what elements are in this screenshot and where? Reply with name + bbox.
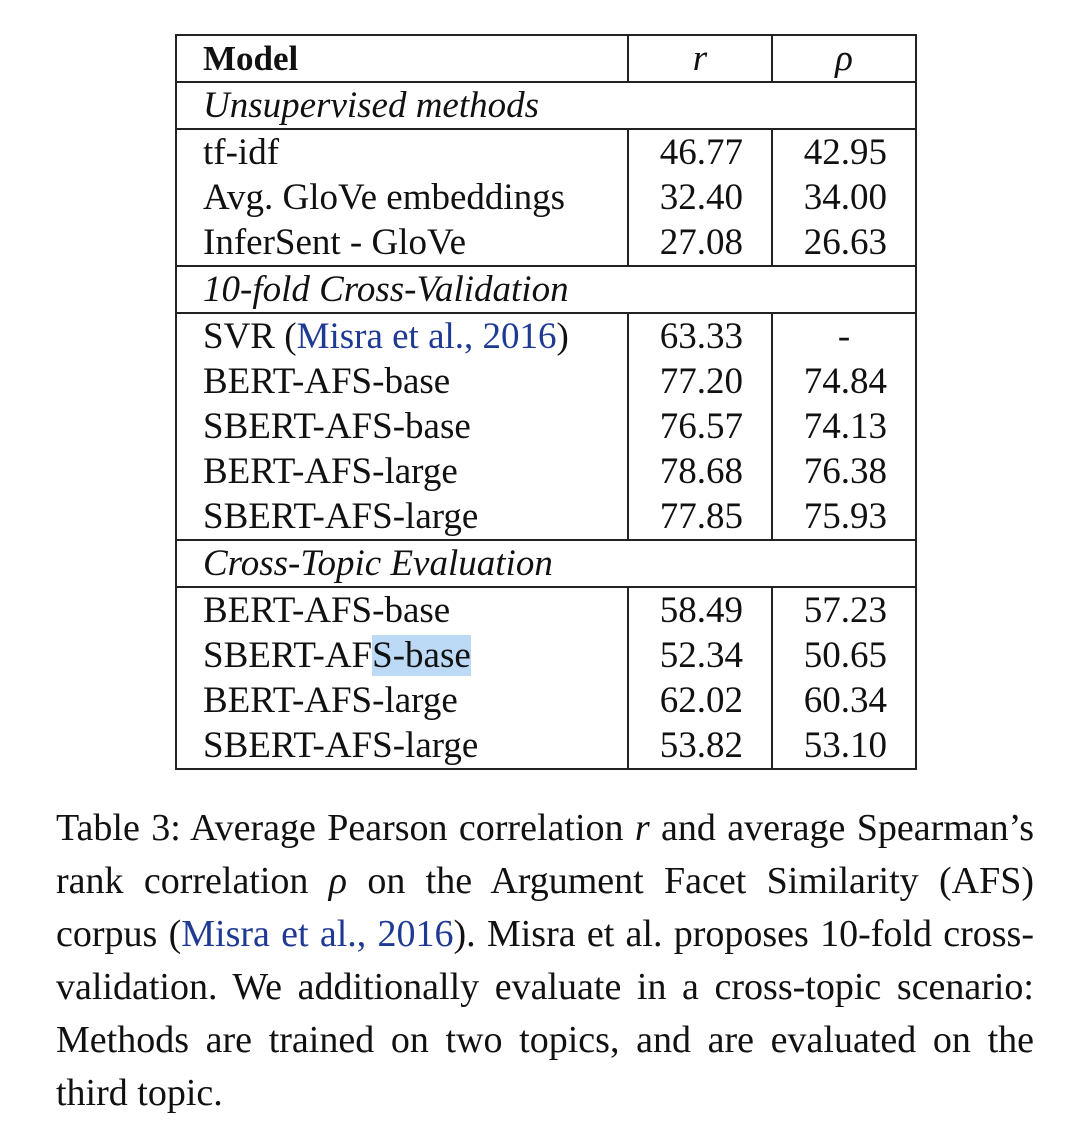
table-header-row (176, 35, 916, 82)
model-name: SBERT-AFS-large (176, 494, 628, 540)
table-row (176, 587, 916, 633)
rho-value: - (772, 313, 916, 359)
model-name: SBERT-AFS-large (176, 723, 628, 769)
table-row (176, 449, 916, 494)
model-name (176, 313, 628, 359)
table-row (176, 313, 916, 359)
caption-symbol-rho: ρ (328, 860, 348, 902)
rho-value: 60.34 (772, 678, 916, 723)
model-name: BERT-AFS-large (176, 678, 628, 723)
rho-value: 75.93 (772, 494, 916, 540)
r-value: 77.20 (628, 359, 772, 404)
section-cross-validation (176, 266, 916, 313)
model-name-plain: SBERT-AF (203, 635, 373, 676)
model-name: BERT-AFS-base (176, 587, 628, 633)
header-model: Model (176, 35, 628, 82)
model-name: tf-idf (176, 129, 628, 175)
r-value: 46.77 (628, 129, 772, 175)
table-row (176, 494, 916, 540)
table-row (176, 633, 916, 678)
r-value: 58.49 (628, 587, 772, 633)
r-value: 63.33 (628, 313, 772, 359)
header-rho: ρ (772, 35, 916, 82)
caption-text: and average Spearman’s rank correlation (56, 807, 1034, 902)
table-row (176, 129, 916, 175)
table-caption (56, 802, 1034, 1120)
table-row (176, 723, 916, 769)
r-value: 78.68 (628, 449, 772, 494)
rho-value: 26.63 (772, 220, 916, 266)
r-value: 76.57 (628, 404, 772, 449)
rho-value: 42.95 (772, 129, 916, 175)
table-row (176, 404, 916, 449)
r-value: 52.34 (628, 633, 772, 678)
rho-value: 50.65 (772, 633, 916, 678)
model-name: SBERT-AFS-base (176, 404, 628, 449)
model-name: BERT-AFS-base (176, 359, 628, 404)
results-table-container (175, 34, 915, 770)
section-cross-topic (176, 540, 916, 587)
model-name: InferSent - GloVe (176, 220, 628, 266)
caption-text: on the Argument Facet Similarity (AFS) corpus ( (56, 860, 1034, 955)
r-value: 32.40 (628, 175, 772, 220)
caption-citation-link[interactable]: Misra et al., 2016 (181, 913, 454, 955)
caption-text: ). Misra et al. proposes 10-fold cross-validation. We additionally evaluate in a cross-topic scenario: Methods are trained on two topics, and are evaluated on the third topic. (56, 913, 1034, 1114)
rho-value: 76.38 (772, 449, 916, 494)
section-title: Cross-Topic Evaluation (176, 540, 916, 587)
header-r: r (628, 35, 772, 82)
caption-text: Table 3: Average Pearson correlation (56, 807, 635, 849)
selected-text[interactable]: S-base (372, 635, 471, 676)
rho-value: 57.23 (772, 587, 916, 633)
model-name[interactable] (176, 633, 628, 678)
model-name-prefix: SVR ( (203, 316, 297, 357)
table-row (176, 175, 916, 220)
model-name: BERT-AFS-large (176, 449, 628, 494)
citation-link[interactable]: Misra et al., 2016 (296, 316, 557, 357)
table-row (176, 220, 916, 266)
rho-value: 74.13 (772, 404, 916, 449)
model-name: Avg. GloVe embeddings (176, 175, 628, 220)
caption-symbol-r: r (634, 807, 650, 849)
results-table (175, 34, 917, 770)
model-name-suffix: ) (556, 316, 569, 357)
r-value: 77.85 (628, 494, 772, 540)
table-row (176, 359, 916, 404)
table-row (176, 678, 916, 723)
rho-value: 53.10 (772, 723, 916, 769)
rho-value: 74.84 (772, 359, 916, 404)
section-unsupervised (176, 82, 916, 129)
section-title: 10-fold Cross-Validation (176, 266, 916, 313)
rho-value: 34.00 (772, 175, 916, 220)
r-value: 53.82 (628, 723, 772, 769)
section-title: Unsupervised methods (176, 82, 916, 129)
r-value: 62.02 (628, 678, 772, 723)
r-value: 27.08 (628, 220, 772, 266)
